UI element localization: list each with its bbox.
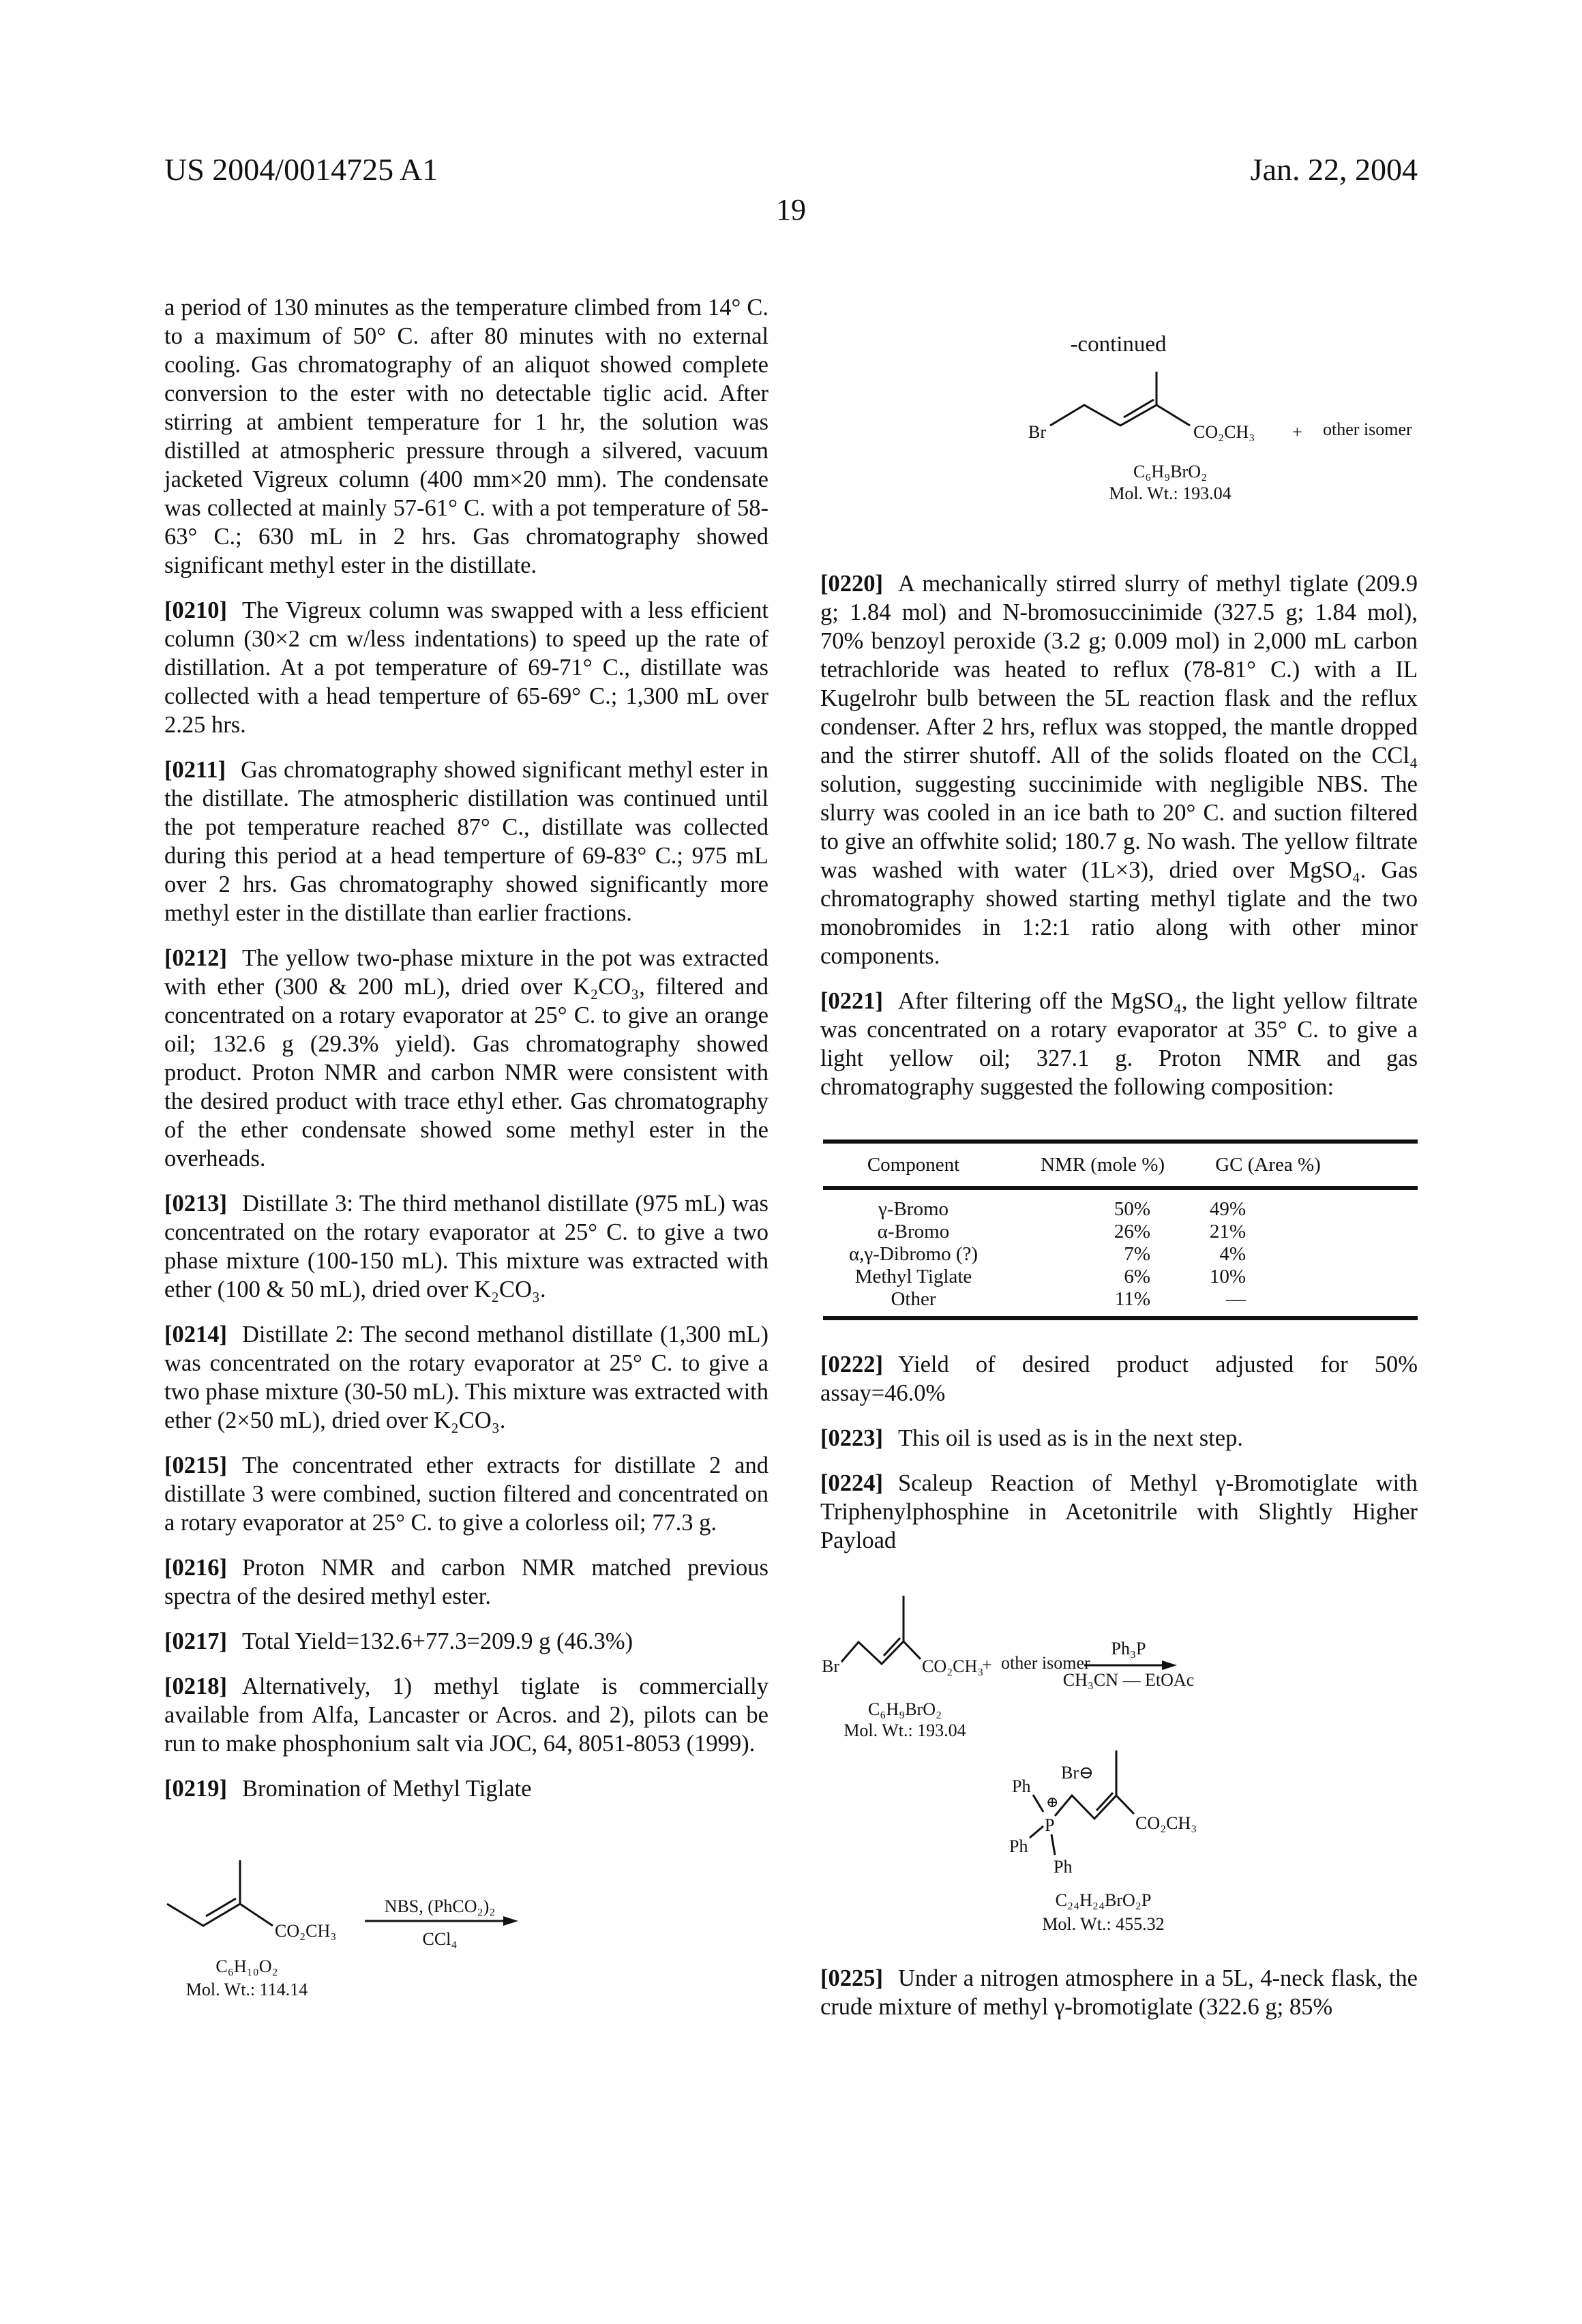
header-component: Component (823, 1144, 1004, 1186)
table-rule (823, 1316, 1418, 1320)
p-ph-bond (1051, 1834, 1055, 1855)
paragraph-0217 (164, 1627, 768, 1656)
paragraph-text: Distillate 2: The second methanol distillate (1,300 mL) was concentrated on the rotary evaporator at 25° C. to give a two phase mixture (30-50 mL). This mixture was extracted with ether (2×50 mL), dried over K₂CO₃. (164, 1322, 768, 1433)
paragraph-text: After filtering off the MgSO₄, the light yellow filtrate was concentrated on a rotary evaporator at 35° C. to give a light yellow oil; 327.1 g. Proton NMR and gas chromatography suggested the following composition: (820, 988, 1418, 1100)
double-bond-line (206, 1898, 236, 1916)
cell-component: α,γ-Dibromo (?) (823, 1243, 1004, 1266)
publication-number: US 2004/0014725 A1 (164, 151, 438, 188)
header-gc: GC (Area %) (1202, 1144, 1334, 1186)
paragraph-0222 (820, 1350, 1418, 1407)
paragraph-text: Yield of desired product adjusted for 50% assay=46.0% (820, 1352, 1418, 1406)
cell-component: Other (823, 1288, 1004, 1311)
cell-nmr: 6% (1004, 1266, 1150, 1288)
paragraph-number: [0224] (820, 1470, 883, 1496)
paragraph-text: Total Yield=132.6+77.3=209.9 g (46.3%) (242, 1628, 633, 1654)
positive-charge-icon: ⊕ (1046, 1793, 1058, 1811)
paragraph-text: The concentrated ether extracts for distillate 2 and distillate 3 were combined, suction filtered and concentrated on a rotary evaporator at 25° C. to give a colorless oil; 77.3 g. (164, 1452, 768, 1536)
other-isomer-label: other isomer (1001, 1653, 1090, 1673)
formula-label: C₆H₉BrO₂ (1133, 462, 1207, 481)
paragraph-0216 (164, 1553, 768, 1611)
left-column (164, 293, 768, 2014)
other-isomer-label: other isomer (1323, 419, 1412, 439)
ester-group-label: CO₂CH₃ (1135, 1813, 1197, 1833)
paragraph-text: Alternatively, 1) methyl tiglate is commercially available from Alfa, Lancaster or Acros. and 2), pilots can be run to make phosphonium salt via JOC, 64, 8051-8053 (1999). (164, 1673, 768, 1757)
paragraph-0224 (820, 1469, 1418, 1555)
ester-group-label: CO₂CH₃ (922, 1656, 983, 1676)
formula-label: C₂₄H₂₄BrO₂P (1056, 1890, 1152, 1910)
cell-gc: 10% (1150, 1266, 1246, 1288)
mol-weight-label: Mol. Wt.: 193.04 (844, 1720, 966, 1740)
ester-group-label: CO₂CH₃ (1193, 422, 1255, 442)
formula-label: C₆H₉BrO₂ (868, 1699, 942, 1719)
header-nmr: NMR (mole %) (1004, 1144, 1202, 1186)
p-ph-bond (1030, 1826, 1043, 1838)
paragraph-number: [0219] (164, 1776, 227, 1802)
paragraph-number: [0213] (164, 1191, 227, 1217)
paragraph-number: [0223] (820, 1425, 883, 1451)
paragraph-number: [0225] (820, 1965, 883, 1991)
paragraph-number: [0222] (820, 1352, 883, 1377)
phenyl-label: Ph (1054, 1857, 1072, 1877)
cell-gc: 49% (1150, 1198, 1246, 1221)
paragraph-number: [0216] (164, 1555, 227, 1581)
composition-table (823, 1139, 1418, 1320)
br-label: Br (1028, 422, 1046, 442)
paragraph-number: [0218] (164, 1673, 227, 1699)
br-label: Br (822, 1656, 839, 1676)
carbon-chain-bonds (841, 1641, 921, 1664)
paragraph-text: Bromination of Methyl Tiglate (242, 1776, 532, 1802)
reagent-label: Ph₃P (1111, 1639, 1146, 1658)
bromotiglate-structure (820, 327, 1418, 508)
table-row (823, 1266, 1418, 1288)
p-ph-bond (1033, 1795, 1043, 1812)
solvent-label: CH₃CN — EtOAc (1063, 1670, 1195, 1690)
paragraph-0225 (820, 1964, 1418, 2021)
bromide-anion-label: Br⊖ (1061, 1763, 1094, 1783)
paragraph-0223 (820, 1424, 1418, 1452)
cell-component: γ-Bromo (823, 1198, 1004, 1221)
paragraph-text: Distillate 3: The third methanol distillate (975 mL) was concentrated on the rotary evaporator at 25° C. to give a two phase mixture (100-150 mL). This mixture was extracted with ether (100 & 50 mL), dried over K₂CO₃. (164, 1191, 768, 1302)
paragraph-number: [0214] (164, 1322, 227, 1347)
plus-sign: + (982, 1655, 992, 1675)
carbon-chain-bonds (1050, 405, 1190, 426)
table-row (823, 1288, 1418, 1311)
mol-weight-label: Mol. Wt.: 114.14 (186, 1980, 308, 1999)
cell-gc: — (1150, 1288, 1246, 1311)
paragraph-number: [0210] (164, 597, 227, 623)
arrow-head-icon (503, 1916, 518, 1926)
mol-weight-label: Mol. Wt.: 455.32 (1042, 1914, 1164, 1934)
cell-component: α-Bromo (823, 1221, 1004, 1243)
plus-sign: + (1292, 422, 1302, 442)
paragraph-number: [0215] (164, 1452, 227, 1478)
cell-nmr: 50% (1004, 1198, 1150, 1221)
phosphonium-reaction-scheme (820, 1582, 1418, 1943)
methyl-tiglate-structure (164, 1844, 768, 2014)
reagent-label: NBS, (PhCO₂)₂ (385, 1896, 496, 1916)
cell-nmr: 7% (1004, 1243, 1150, 1266)
paragraph-0221 (820, 987, 1418, 1101)
paragraph-0211 (164, 756, 768, 927)
carbon-chain-bonds (1055, 1796, 1134, 1819)
paragraph-0212 (164, 944, 768, 1173)
paragraph-number: [0220] (820, 571, 883, 597)
publication-date: Jan. 22, 2004 (1251, 151, 1418, 188)
continued-label: -continued (1070, 332, 1167, 357)
phosphorus-label: P (1045, 1815, 1054, 1835)
table-row (823, 1221, 1418, 1243)
paragraph-number: [0211] (164, 757, 226, 783)
paragraph-number: [0212] (164, 945, 227, 971)
paragraph-0218 (164, 1672, 768, 1758)
phenyl-label: Ph (1009, 1836, 1028, 1856)
paragraph-0213 (164, 1189, 768, 1304)
paragraph-text: The yellow two-phase mixture in the pot was extracted with ether (300 & 200 mL), dried over K₂CO₃, filtered and concentrated on a rotary evaporator at 25° C. to give an orange oil; 132.6 g (29.3% yield). Gas chromatography showed product. Proton NMR and carbon NMR were consistent with the desired product with trace ethyl ether. Gas chromatography of the ether condensate showed some methyl ester in the overheads. (164, 945, 768, 1172)
solvent-label: CCl₄ (423, 1929, 458, 1949)
table-row (823, 1198, 1418, 1221)
paragraph-text: This oil is used as is in the next step. (898, 1425, 1243, 1451)
table-header (823, 1144, 1418, 1186)
paragraph-text: Proton NMR and carbon NMR matched previous spectra of the desired methyl ester. (164, 1555, 768, 1609)
paragraph-0219 (164, 1774, 768, 1803)
paragraph-text: Gas chromatography showed significant methyl ester in the distillate. The atmospheric distillation was continued until the pot temperature reached 87° C., distillate was collected during this period at a head temperture of 69-83° C.; 975 mL over 2 hrs. Gas chromatography showed significantly more methyl ester in the distillate than earlier fractions. (164, 757, 768, 926)
paragraph-continuation: a period of 130 minutes as the temperature climbed from 14° C. to a maximum of 50° C. after 80 minutes with no external cooling. Gas chromatography of an aliquot showed complete conversion to the ester with no detectable tiglic acid. After stirring at ambient temperature for 1 hr, the solution was distilled at atmospheric pressure through a silvered, vacuum jacketed Vigreux column (400 mm×20 mm). The condensate was collected at mainly 57-61° C. with a pot temperature of 58-63° C.; 630 mL in 2 hrs. Gas chromatography showed significant methyl ester in the distillate. (164, 293, 768, 580)
cell-nmr: 26% (1004, 1221, 1150, 1243)
cell-gc: 4% (1150, 1243, 1246, 1266)
phosphonium-salt-structure (1009, 1751, 1197, 1934)
paragraph-0214 (164, 1320, 768, 1435)
paragraph-0210 (164, 596, 768, 739)
mol-weight-label: Mol. Wt.: 193.04 (1109, 483, 1231, 503)
ester-group-label: CO₂CH₃ (275, 1921, 336, 1941)
phenyl-label: Ph (1012, 1776, 1030, 1796)
paragraph-text: A mechanically stirred slurry of methyl tiglate (209.9 g; 1.84 mol) and N-bromosuccinimide (327.5 g; 1.84 mol), 70% benzoyl peroxide (3.2 g; 0.009 mol) in 2,000 mL carbon tetrachloride was heated to reflux (78-81° C.) with a IL Kugelrohr bulb between the 5L reaction flask and the reflux condenser. After 2 hrs, reflux was stopped, the mantle dropped and the stirrer shutoff. All of the solids floated on the CCl₄ solution, suggesting succinimide with negligible NBS. The slurry was cooled in an ice bath to 20° C. and suction filtered to give an offwhite solid; 180.7 g. No wash. The yellow filtrate was washed with water (1L×3), dried over MgSO₄. Gas chromatography showed starting methyl tiglate and the two monobromides in 1:2:1 ratio along with other minor components. (820, 571, 1418, 969)
paragraph-text: The Vigreux column was swapped with a less efficient column (30×2 cm w/less indentations) to speed up the rate of distillation. At a pot temperature of 69-71° C., distillate was collected with a head temperture of 65-69° C.; 1,300 mL over 2.25 hrs. (164, 597, 768, 738)
formula-label: C₆H₁₀O₂ (215, 1956, 278, 1976)
paragraph-text: Under a nitrogen atmosphere in a 5L, 4-neck flask, the crude mixture of methyl γ-bromotiglate (322.6 g; 85% (820, 1965, 1418, 2020)
paragraph-0215 (164, 1451, 768, 1537)
cell-gc: 21% (1150, 1221, 1246, 1243)
paragraph-number: [0217] (164, 1628, 227, 1654)
paragraph-number: [0221] (820, 988, 883, 1014)
paragraph-0220 (820, 569, 1418, 970)
right-column (820, 327, 1418, 2038)
cell-component: Methyl Tiglate (823, 1266, 1004, 1288)
page-number: 19 (0, 192, 1582, 227)
arrow-head-icon (1162, 1660, 1177, 1670)
paragraph-text: Scaleup Reaction of Methyl γ-Bromotiglate with Triphenylphosphine in Acetonitrile with Slightly Higher Payload (820, 1470, 1418, 1553)
cell-nmr: 11% (1004, 1288, 1150, 1311)
table-row (823, 1243, 1418, 1266)
